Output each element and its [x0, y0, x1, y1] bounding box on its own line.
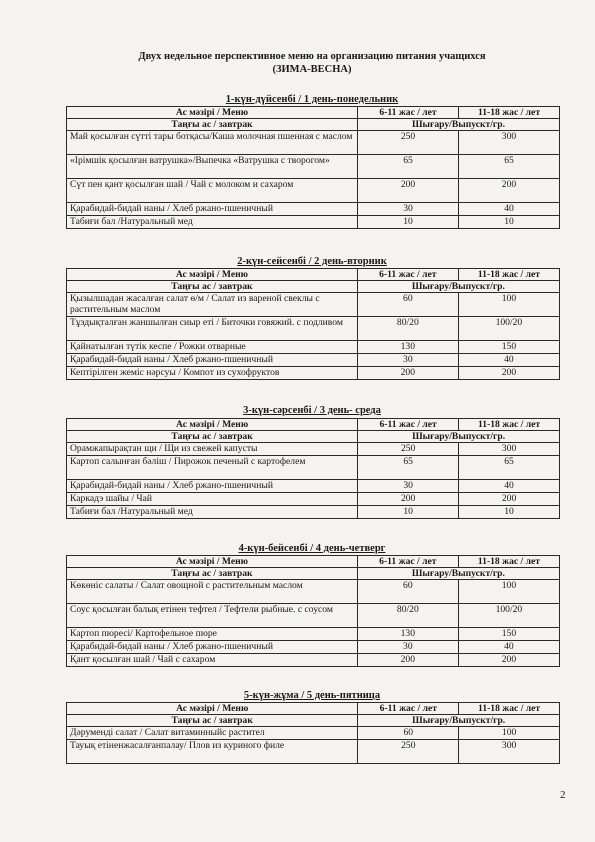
portion-6-11: 80/20	[357, 604, 458, 628]
table-row	[67, 740, 560, 764]
portion-11-18: 300	[459, 740, 560, 764]
portion-6-11: 10	[358, 506, 459, 519]
table-row	[67, 654, 560, 667]
table-row	[67, 443, 560, 456]
meal-label: Таңғы ас / завтрак	[67, 431, 358, 443]
portion-11-18: 65	[459, 456, 560, 480]
dish-name: Тұздықталған жаншылған сиыр еті / Биточки говяжий. с подливом	[67, 317, 358, 341]
portion-11-18: 150	[458, 341, 559, 354]
header-age-6-11: 6-11 жас / лет	[358, 419, 459, 431]
dish-name: Каркадэ шайы / Чай	[67, 493, 358, 506]
table-row	[67, 628, 560, 641]
table-row	[67, 456, 560, 480]
day-3-menu-table	[66, 418, 560, 519]
portion-11-18: 100	[458, 293, 559, 317]
day-4-menu-table	[66, 555, 560, 667]
table-row	[67, 580, 560, 604]
table-row	[67, 293, 560, 317]
dish-name: Қайнатылған түтік кеспе / Рожки отварные	[67, 341, 358, 354]
portion-11-18: 10	[459, 506, 560, 519]
title-line-2: (ЗИМА-ВЕСНА)	[272, 64, 352, 75]
dish-name: Тауық етіненжасалғанпалау/ Плов из куриного филе	[67, 740, 358, 764]
portion-6-11: 30	[358, 203, 459, 216]
table-row	[67, 480, 560, 493]
portion-11-18: 100/20	[458, 604, 559, 628]
portion-11-18: 300	[459, 131, 560, 155]
portion-11-18: 40	[459, 480, 560, 493]
portion-6-11: 30	[358, 480, 459, 493]
table-row	[67, 155, 560, 179]
portion-6-11: 60	[357, 580, 458, 604]
dish-name: Орамжапырақтан щи / Щи из свежей капусты	[67, 443, 358, 456]
portion-11-18: 100	[458, 580, 559, 604]
dish-name: Картоп салынған бәліш / Пирожок печеный с картофелем	[67, 456, 358, 480]
table-row	[67, 493, 560, 506]
portion-6-11: 200	[358, 493, 459, 506]
day-1-title: 1-күн-дүйсенбі / 1 день-понедельник	[225, 94, 399, 105]
output-label: Шығару/Выпускт/гр.	[357, 281, 559, 293]
portion-6-11: 30	[357, 354, 458, 367]
table-header-row	[67, 556, 560, 568]
day-2-menu-table	[66, 268, 560, 380]
meal-label: Таңғы ас / завтрак	[67, 281, 358, 293]
header-age-6-11: 6-11 жас / лет	[357, 556, 458, 568]
table-subheader-row	[67, 715, 560, 727]
table-subheader-row	[67, 281, 560, 293]
dish-name: «Ірімшік қосылған ватрушка»/Выпечка «Ватрушка с творогом»	[67, 155, 358, 179]
portion-6-11: 200	[358, 179, 459, 203]
portion-6-11: 60	[358, 727, 459, 740]
day-5-menu-table	[66, 702, 560, 764]
output-label: Шығару/Выпускт/гр.	[358, 119, 560, 131]
dish-name: Қарабидай-бидай наны / Хлеб ржано-пшеничный	[67, 354, 358, 367]
portion-11-18: 40	[458, 641, 559, 654]
day-2-title: 2-күн-сейсенбі / 2 день-вторник	[237, 256, 387, 267]
portion-6-11: 250	[358, 131, 459, 155]
table-row	[67, 367, 560, 380]
title-line-1: Двух недельное перспективное меню на организацию питания учащихся	[138, 51, 486, 62]
portion-11-18: 150	[458, 628, 559, 641]
day-1-menu-table	[66, 106, 560, 229]
output-label: Шығару/Выпускт/гр.	[357, 568, 559, 580]
meal-label: Таңғы ас / завтрак	[67, 119, 358, 131]
portion-6-11: 250	[358, 443, 459, 456]
output-label: Шығару/Выпускт/гр.	[358, 715, 560, 727]
table-row	[67, 604, 560, 628]
portion-6-11: 250	[358, 740, 459, 764]
table-row	[67, 317, 560, 341]
dish-name: Соус қосылған балық етінен тефтел / Тефтели рыбные. с соусом	[67, 604, 358, 628]
table-subheader-row	[67, 431, 560, 443]
table-row	[67, 131, 560, 155]
portion-11-18: 100/20	[458, 317, 559, 341]
portion-11-18: 300	[459, 443, 560, 456]
document-title	[62, 50, 562, 76]
header-age-6-11: 6-11 жас / лет	[358, 703, 459, 715]
dish-name: Табиғи бал /Натуральный мед	[67, 216, 358, 229]
dish-name: Қызылшадан жасалған салат ө/м / Салат из вареной свеклы с растительным маслом	[67, 293, 358, 317]
table-row	[67, 341, 560, 354]
portion-6-11: 30	[357, 641, 458, 654]
day-5-title: 5-күн-жұма / 5 день-пятница	[243, 690, 381, 701]
header-menu: Ас мәзірі / Меню	[67, 419, 358, 431]
portion-6-11: 130	[357, 341, 458, 354]
dish-name: Дәрумендi салат / Салат витаминныйс растител	[67, 727, 358, 740]
table-row	[67, 203, 560, 216]
portion-11-18: 200	[459, 493, 560, 506]
dish-name: Қарабидай-бидай наны / Хлеб ржано-пшеничный	[67, 480, 358, 493]
portion-11-18: 200	[458, 654, 559, 667]
day-3-title: 3-күн-сәрсенбі / 3 день- среда	[243, 405, 381, 416]
header-menu: Ас мәзірі / Меню	[67, 703, 358, 715]
table-header-row	[67, 107, 560, 119]
header-menu: Ас мәзірі / Меню	[67, 107, 358, 119]
portion-6-11: 60	[357, 293, 458, 317]
table-subheader-row	[67, 568, 560, 580]
table-header-row	[67, 269, 560, 281]
portion-11-18: 200	[459, 179, 560, 203]
header-age-6-11: 6-11 жас / лет	[358, 107, 459, 119]
header-age-6-11: 6-11 жас / лет	[357, 269, 458, 281]
dish-name: Картоп пюресі/ Картофельное пюре	[67, 628, 358, 641]
portion-6-11: 200	[357, 367, 458, 380]
output-label: Шығару/Выпускт/гр.	[358, 431, 560, 443]
dish-name: Қарабидай-бидай наны / Хлеб ржано-пшеничный	[67, 641, 358, 654]
dish-name: Көкөніс салаты / Салат овощной с растительным маслом	[67, 580, 358, 604]
header-menu: Ас мәзірі / Меню	[67, 269, 358, 281]
portion-11-18: 40	[459, 203, 560, 216]
table-row	[67, 727, 560, 740]
dish-name: Қарабидай-бидай наны / Хлеб ржано-пшеничный	[67, 203, 358, 216]
table-row	[67, 641, 560, 654]
table-row	[67, 216, 560, 229]
portion-6-11: 10	[358, 216, 459, 229]
dish-name: Табиғи бал /Натуральный мед	[67, 506, 358, 519]
portion-11-18: 10	[459, 216, 560, 229]
dish-name: Қант қосылған шай / Чай с сахаром	[67, 654, 358, 667]
table-row	[67, 506, 560, 519]
portion-6-11: 130	[357, 628, 458, 641]
table-row	[67, 354, 560, 367]
portion-6-11: 65	[358, 155, 459, 179]
meal-label: Таңғы ас / завтрак	[67, 715, 358, 727]
dish-name: Сүт пен қант қосылған шай / Чай с молоком и сахаром	[67, 179, 358, 203]
portion-6-11: 80/20	[357, 317, 458, 341]
table-row	[67, 179, 560, 203]
table-header-row	[67, 703, 560, 715]
dish-name: Май қосылған сүтті тары ботқасы/Каша молочная пшенная с маслом	[67, 131, 358, 155]
table-subheader-row	[67, 119, 560, 131]
table-header-row	[67, 419, 560, 431]
page-number: 2	[560, 789, 566, 801]
portion-6-11: 200	[357, 654, 458, 667]
portion-11-18: 65	[459, 155, 560, 179]
header-age-11-18: 11-18 жас / лет	[459, 107, 560, 119]
dish-name: Кептірілген жеміс нәрсуы / Компот из сухофруктов	[67, 367, 358, 380]
header-age-11-18: 11-18 жас / лет	[458, 269, 559, 281]
header-menu: Ас мәзірі / Меню	[67, 556, 358, 568]
meal-label: Таңғы ас / завтрак	[67, 568, 358, 580]
portion-11-18: 40	[458, 354, 559, 367]
header-age-11-18: 11-18 жас / лет	[459, 419, 560, 431]
day-4-title: 4-күн-бейсенбі / 4 день-четверг	[238, 543, 386, 554]
portion-11-18: 200	[458, 367, 559, 380]
portion-11-18: 100	[459, 727, 560, 740]
header-age-11-18: 11-18 жас / лет	[458, 556, 559, 568]
header-age-11-18: 11-18 жас / лет	[459, 703, 560, 715]
portion-6-11: 65	[358, 456, 459, 480]
